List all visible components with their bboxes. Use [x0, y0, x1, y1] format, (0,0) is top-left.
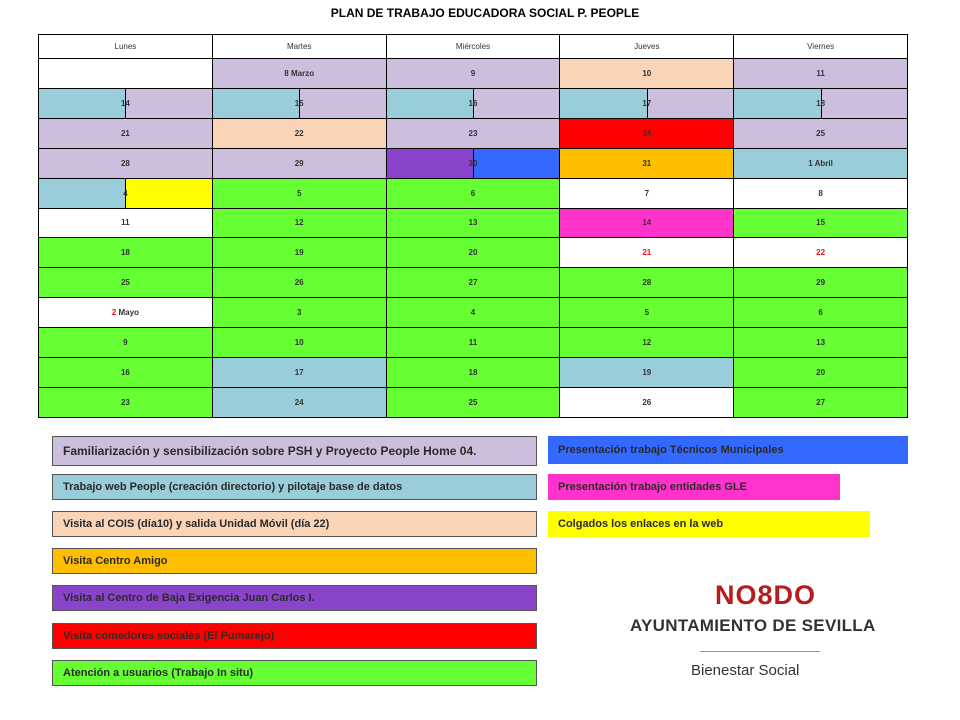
legend-item: Familiarización y sensibilización sobre PSH y Proyecto People Home 04. [52, 436, 537, 466]
calendar-day-label [642, 398, 651, 407]
day-number: 10 [294, 338, 304, 348]
calendar-day-cell [734, 238, 908, 268]
calendar-day-cell [386, 208, 560, 238]
calendar-week-row [39, 59, 908, 89]
calendar-day-label [818, 308, 822, 317]
legend-item: Presentación trabajo entidades GLE [548, 474, 840, 500]
weekday-header: Martes [212, 35, 386, 59]
month-label: Mayo [116, 308, 139, 318]
day-number: 29 [816, 278, 826, 288]
calendar-day-cell [212, 387, 386, 417]
day-number: 11 [816, 68, 825, 78]
calendar-day-label [469, 99, 478, 108]
calendar-day-cell [734, 268, 908, 298]
legend-item: Trabajo web People (creación directorio) y pilotaje base de datos [52, 474, 537, 500]
calendar-day-cell [212, 328, 386, 358]
day-number: 18 [120, 248, 130, 258]
logo-brand: NO8DO [715, 580, 817, 610]
calendar-day-cell [386, 88, 560, 118]
calendar-day-cell [386, 238, 560, 268]
calendar-week-row [39, 328, 908, 358]
calendar-day-label [297, 189, 301, 198]
day-number: 23 [120, 397, 130, 407]
calendar-day-cell [386, 118, 560, 148]
calendar-day-cell [386, 178, 560, 208]
calendar-week-row [39, 238, 908, 268]
calendar-day-cell [212, 298, 386, 328]
calendar-day-label [645, 308, 649, 317]
day-number: 9 [123, 338, 128, 348]
day-number: 14 [642, 218, 652, 228]
calendar-cell-split [647, 89, 733, 118]
calendar-day-cell [39, 328, 213, 358]
calendar-day-cell [560, 178, 734, 208]
calendar-week-row [39, 268, 908, 298]
calendar-day-cell [734, 148, 908, 178]
legend-item: Atención a usuarios (Trabajo In situ) [52, 660, 537, 686]
calendar-day-label [121, 368, 130, 377]
day-number: 24 [642, 128, 652, 138]
calendar-day-label [121, 278, 130, 287]
calendar-day-cell [734, 178, 908, 208]
day-number: 27 [468, 278, 478, 288]
calendar-day-label [123, 338, 127, 347]
calendar-day-cell [212, 148, 386, 178]
day-number: 19 [294, 248, 304, 258]
calendar-day-label [297, 308, 301, 317]
day-number: 17 [294, 368, 304, 378]
calendar-cell-split [821, 89, 907, 118]
day-number: 19 [642, 368, 652, 378]
calendar-day-label [642, 218, 651, 227]
calendar-day-cell [734, 208, 908, 238]
calendar-day-cell [212, 59, 386, 89]
logo-org-name: AYUNTAMIENTO DE SEVILLA [630, 616, 876, 635]
calendar-day-cell [212, 118, 386, 148]
day-number: 6 [470, 188, 476, 198]
day-number: 9 [470, 68, 476, 78]
calendar-day-label [469, 368, 478, 377]
calendar-day-label [295, 278, 304, 287]
day-number: 27 [816, 397, 826, 407]
calendar-day-cell [560, 268, 734, 298]
calendar-week-row [39, 387, 908, 417]
calendar-day-label [642, 338, 651, 347]
legend-item: Colgados los enlaces en la web [548, 511, 870, 537]
calendar-day-cell [560, 298, 734, 328]
day-number: 1 Abril [808, 158, 833, 168]
day-number: 23 [468, 128, 478, 138]
calendar-day-cell [560, 88, 734, 118]
calendar-day-label [469, 398, 478, 407]
calendar-day-label [121, 248, 130, 257]
day-number: 2 [111, 308, 117, 318]
day-number: 16 [468, 98, 478, 108]
calendar-day-cell [212, 88, 386, 118]
day-number: 25 [816, 128, 826, 138]
day-number: 20 [816, 368, 826, 378]
calendar-day-label [295, 398, 304, 407]
calendar-day-label [295, 129, 304, 138]
calendar-table [38, 34, 908, 418]
legend-item: Presentación trabajo Técnicos Municipales [548, 436, 908, 464]
day-number: 15 [816, 218, 826, 228]
day-number: 30 [468, 158, 478, 168]
calendar-day-cell [734, 298, 908, 328]
day-number: 7 [644, 188, 650, 198]
calendar-day-label [808, 159, 833, 168]
calendar-day-cell [560, 328, 734, 358]
calendar-cell-split [125, 89, 211, 118]
calendar-day-cell [212, 238, 386, 268]
day-number: 22 [294, 128, 304, 138]
calendar-day-label [816, 398, 825, 407]
ayuntamiento-logo [620, 580, 900, 690]
calendar-day-label [471, 308, 475, 317]
day-number: 24 [294, 397, 304, 407]
day-number: 10 [642, 68, 652, 78]
day-number: 11 [468, 338, 478, 348]
calendar-day-label [284, 69, 314, 78]
calendar-week-row [39, 148, 908, 178]
day-number: 5 [296, 188, 302, 198]
day-number: 22 [816, 248, 826, 258]
calendar-day-label [471, 69, 475, 78]
calendar-day-label [816, 129, 825, 138]
calendar-day-label [471, 189, 475, 198]
calendar-day-cell [386, 59, 560, 89]
day-number: 8 [818, 188, 823, 198]
calendar-day-label [121, 398, 130, 407]
calendar-day-label [469, 218, 478, 227]
calendar-day-cell [212, 208, 386, 238]
day-number: 15 [294, 98, 304, 108]
calendar-day-cell [560, 59, 734, 89]
calendar-cell-split [125, 179, 211, 208]
day-number: 25 [120, 278, 130, 288]
calendar-day-cell [560, 148, 734, 178]
day-number: 16 [120, 368, 130, 378]
calendar-week-row [39, 178, 908, 208]
calendar-day-label [469, 129, 478, 138]
calendar-day-cell [39, 118, 213, 148]
weekday-header: Miércoles [386, 35, 560, 59]
page-title: PLAN DE TRABAJO EDUCADORA SOCIAL P. PEOPLE [330, 6, 640, 20]
calendar-week-row [39, 118, 908, 148]
calendar-week-row [39, 208, 908, 238]
calendar-day-cell [386, 387, 560, 417]
calendar-day-label [121, 99, 130, 108]
calendar-week-row [39, 358, 908, 388]
calendar-day-cell [212, 268, 386, 298]
calendar-day-label [642, 248, 651, 257]
calendar-day-label [645, 189, 649, 198]
day-number: 13 [468, 218, 478, 228]
day-number: 31 [642, 158, 652, 168]
calendar-day-label [295, 218, 304, 227]
calendar-day-cell [734, 387, 908, 417]
day-number: 21 [642, 248, 652, 258]
day-number: 11 [121, 218, 130, 228]
calendar-day-label [295, 99, 304, 108]
calendar-day-cell [560, 358, 734, 388]
calendar-day-label [642, 129, 651, 138]
calendar-day-label [121, 129, 130, 138]
calendar-day-cell [386, 328, 560, 358]
calendar-day-label [295, 159, 304, 168]
day-number: 17 [642, 98, 652, 108]
calendar-day-label [121, 218, 129, 227]
calendar-day-cell [386, 298, 560, 328]
day-number: 28 [642, 278, 652, 288]
calendar-day-cell [39, 238, 213, 268]
calendar-day-label [295, 338, 304, 347]
calendar-day-label [121, 159, 130, 168]
calendar-day-cell [734, 328, 908, 358]
calendar-cell-split [473, 89, 559, 118]
calendar-day-label [816, 278, 825, 287]
weekday-header: Jueves [560, 35, 734, 59]
calendar-day-cell [386, 268, 560, 298]
calendar-day-label [469, 248, 478, 257]
calendar-day-label [818, 189, 822, 198]
calendar-day-label [642, 99, 651, 108]
calendar-day-label [295, 248, 304, 257]
calendar-day-cell [560, 387, 734, 417]
calendar-day-label [295, 368, 304, 377]
day-number: 18 [468, 368, 478, 378]
calendar-day-cell [386, 358, 560, 388]
day-number: 18 [816, 98, 826, 108]
calendar-day-label [816, 99, 825, 108]
calendar-day-cell [39, 208, 213, 238]
legend-item: Visita al COIS (día10) y salida Unidad Móvil (día 22) [52, 511, 537, 537]
logo-department: Bienestar Social [691, 662, 800, 679]
calendar-day-cell [212, 358, 386, 388]
calendar-day-cell [39, 148, 213, 178]
day-number: 5 [644, 308, 650, 318]
calendar-day-label [112, 308, 139, 317]
legend-item: Visita al Centro de Baja Exigencia Juan Carlos I. [52, 585, 537, 611]
calendar-day-label [816, 338, 825, 347]
calendar-day-cell [39, 268, 213, 298]
day-number: 3 [296, 308, 302, 318]
calendar-day-cell [39, 88, 213, 118]
day-number: 4 [470, 308, 476, 318]
calendar-day-cell [39, 298, 213, 328]
legend-item: Visita comedores sociales (El Pumarejo) [52, 623, 537, 649]
day-number: 21 [120, 128, 130, 138]
day-number: 13 [816, 338, 826, 348]
calendar-cell-split [473, 149, 559, 178]
calendar-day-label [816, 248, 825, 257]
calendar-week-row [39, 298, 908, 328]
day-number: 12 [294, 218, 304, 228]
day-number: 29 [294, 158, 304, 168]
calendar-day-cell [39, 59, 213, 89]
weekday-header: Lunes [39, 35, 213, 59]
day-number: 20 [468, 248, 478, 258]
calendar-day-cell [734, 118, 908, 148]
calendar-day-label [816, 368, 825, 377]
calendar-day-cell [212, 178, 386, 208]
day-number: 28 [120, 158, 130, 168]
calendar-day-label [642, 278, 651, 287]
calendar-day-cell [734, 88, 908, 118]
legend-item: Visita Centro Amigo [52, 548, 537, 574]
calendar-day-cell [560, 238, 734, 268]
calendar-day-label [642, 368, 651, 377]
weekday-header: Viernes [734, 35, 908, 59]
calendar-week-row [39, 88, 908, 118]
calendar-cell-split [299, 89, 385, 118]
calendar-day-label [642, 159, 651, 168]
day-number: 4 [123, 188, 128, 198]
calendar-day-label [469, 159, 478, 168]
calendar-day-label [816, 218, 825, 227]
calendar-header-row [39, 35, 908, 59]
day-number: 25 [468, 397, 478, 407]
calendar-day-cell [734, 59, 908, 89]
calendar-day-cell [560, 118, 734, 148]
calendar-body [39, 35, 908, 418]
logo-divider [700, 651, 820, 652]
day-number: 8 Marzo [284, 68, 315, 78]
day-number: 26 [642, 397, 652, 407]
calendar-day-label [123, 189, 127, 198]
calendar-day-cell [386, 148, 560, 178]
calendar-day-cell [39, 358, 213, 388]
calendar-day-label [642, 69, 651, 78]
calendar-day-label [816, 69, 824, 78]
day-number: 12 [642, 338, 652, 348]
calendar-day-label [469, 338, 477, 347]
day-number: 14 [120, 98, 130, 108]
day-number: 6 [818, 308, 823, 318]
calendar-day-cell [39, 387, 213, 417]
calendar-day-label [469, 278, 478, 287]
calendar-day-cell [734, 358, 908, 388]
day-number: 26 [294, 278, 304, 288]
calendar-day-cell [560, 208, 734, 238]
calendar-day-cell [39, 178, 213, 208]
